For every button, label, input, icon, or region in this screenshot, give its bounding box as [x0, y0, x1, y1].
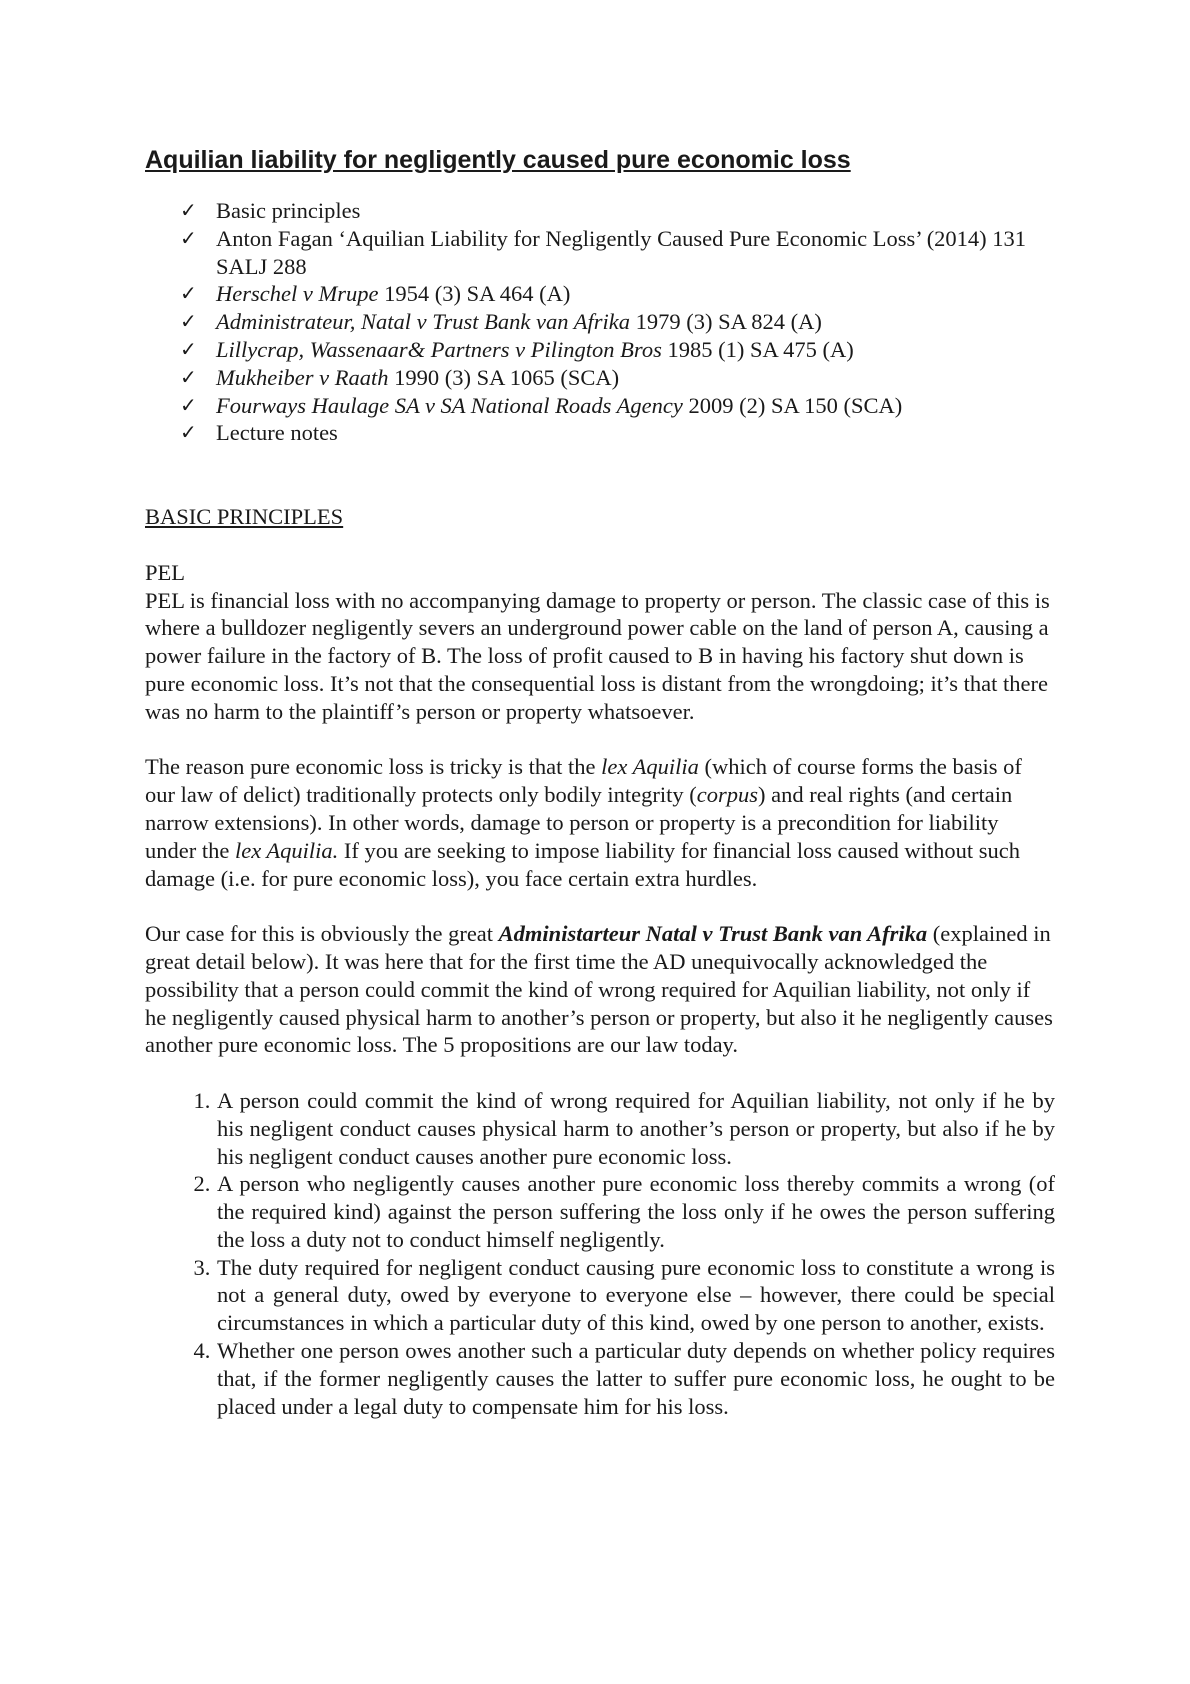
check-icon: ✓: [180, 392, 197, 417]
list-item: ✓ Anton Fagan ‘Aquilian Liability for Negligently Caused Pure Economic Loss’ (2014) 131 SALJ 288: [180, 225, 1027, 279]
paragraph-trust-bank: Our case for this is obviously the great Administarteur Natal v Trust Bank van Afrika (explained in great detail below). It was here that for the first time the AD unequivocally acknowledged the possibility that a person could commit the kind of wrong required for Aquilian liability, not only if he negligently caused physical harm to another’s person or property, but also it he negligently causes another pure economic loss. The 5 propositions are our law today.: [145, 921, 1053, 1058]
pel-label: PEL: [145, 559, 186, 585]
check-icon: ✓: [180, 225, 197, 250]
list-item: ✓ Administrateur, Natal v Trust Bank van Afrika 1979 (3) SA 824 (A): [180, 309, 822, 335]
document-page: [145, 143, 1055, 1420]
check-icon: ✓: [180, 336, 197, 361]
list-item: ✓ Fourways Haulage SA v SA National Roads Agency 2009 (2) SA 150 (SCA): [180, 392, 903, 418]
list-item: 2. A person who negligently causes another pure economic loss thereby commits a wrong (of the required kind) against the person suffering the loss only if he owes the person suffering the loss a duty not to conduct himself negligently.: [216, 1170, 1055, 1253]
check-icon: ✓: [180, 281, 197, 306]
list-item: ✓ Lillycrap, Wassenaar& Partners v Pilington Bros 1985 (1) SA 475 (A): [180, 336, 854, 362]
document-title: Aquilian liability for negligently caused pure economic loss: [145, 146, 851, 174]
list-item: ✓ Mukheiber v Raath 1990 (3) SA 1065 (SCA): [180, 364, 620, 390]
list-item: 3. The duty required for negligent conduct causing pure economic loss to constitute a wrong is not a general duty, owed by everyone to everyone else – however, there could be special circumstances in which a particular duty of this kind, owed by one person to another, exists.: [216, 1254, 1055, 1337]
reading-list: [145, 197, 1055, 447]
check-icon: ✓: [180, 309, 197, 334]
check-icon: ✓: [180, 198, 197, 222]
section-heading: BASIC PRINCIPLES: [145, 504, 344, 530]
check-icon: ✓: [180, 420, 197, 445]
list-item: ✓ Lecture notes: [180, 420, 338, 446]
propositions-list: [145, 1087, 1055, 1421]
list-item: ✓ Herschel v Mrupe 1954 (3) SA 464 (A): [180, 281, 571, 307]
paragraph-lex-aquilia: The reason pure economic loss is tricky is that the lex Aquilia (which of course forms the basis of our law of delict) traditionally protects only bodily integrity (corpus) and real rights (and certain narrow extensions). In other words, damage to person or property is a precondition for liability under the lex Aquilia. If you are seeking to impose liability for financial loss caused without such damage (i.e. for pure economic loss), you face certain extra hurdles.: [145, 754, 1022, 891]
list-item: 4. Whether one person owes another such a particular duty depends on whether policy requires that, if the former negligently causes the latter to suffer pure economic loss, he ought to be placed under a legal duty to compensate him for his loss.: [216, 1337, 1055, 1420]
paragraph-pel-definition: PEL is financial loss with no accompanying damage to property or person. The classic case of this is where a bulldozer negligently severs an underground power cable on the land of person A, causing a power failure in the factory of B. The loss of profit caused to B in having his factory shut down is pure economic loss. It’s not that the consequential loss is distant from the wrongdoing; it’s that there was no harm to the plaintiff’s person or property whatsoever.: [145, 587, 1050, 724]
list-item: ✓ Basic principles: [180, 198, 361, 223]
check-icon: ✓: [180, 364, 197, 389]
list-item: 1. A person could commit the kind of wrong required for Aquilian liability, not only if he by his negligent conduct causes physical harm to another’s person or property, but also if he by his negligent conduct causes another pure economic loss.: [216, 1087, 1055, 1170]
